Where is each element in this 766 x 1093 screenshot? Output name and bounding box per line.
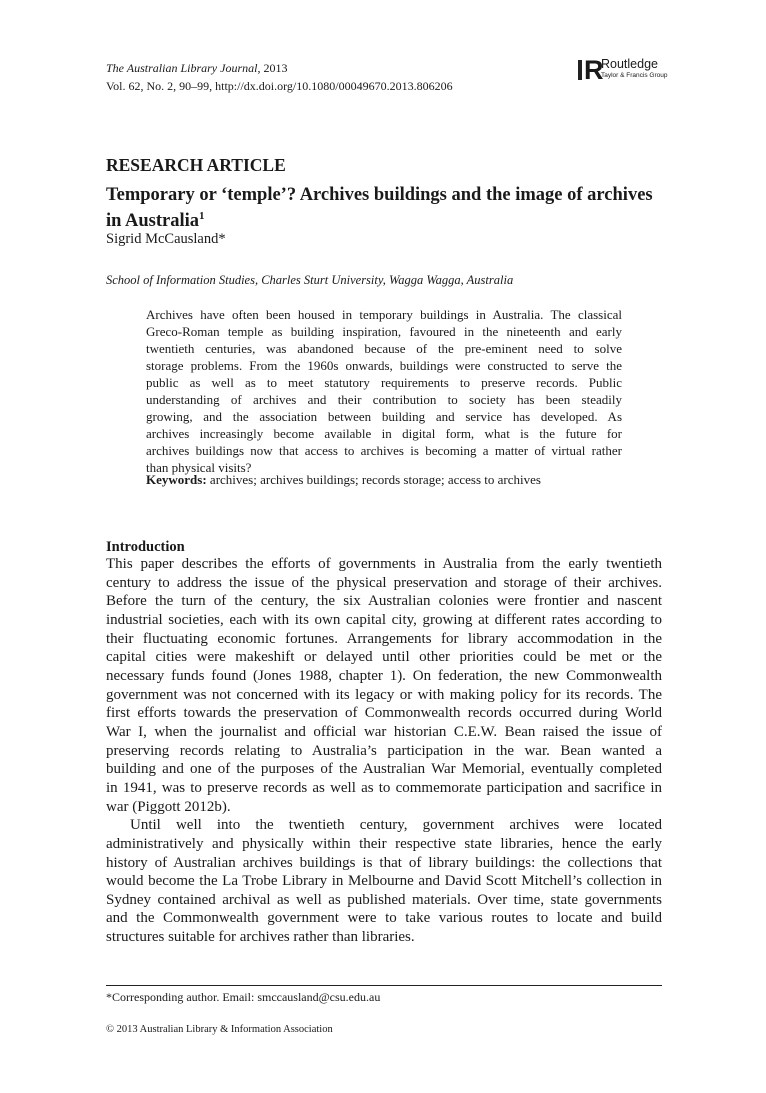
text-line: twentieth centuries, was abandoned because of the pre-eminent need to solve [146, 341, 622, 356]
logo-r-icon: R [584, 55, 604, 85]
routledge-logo [578, 57, 668, 83]
logo-side-bar [578, 60, 582, 80]
text-line: their fluctuating economic fortunes. Arrangements for library accommodation in the [106, 630, 662, 647]
title-text: Temporary or ‘temple’? Archives buildings and the image of archives in Australia [106, 185, 653, 232]
text-line: understanding of archives and their contribution to society has been steadily [146, 392, 622, 407]
text-line: War I, when the journalist and official war historian C.E.W. Bean raised the issue of [106, 723, 662, 740]
text-line: archives increasingly become available in digital form, what is the future for [146, 426, 622, 441]
text-line: This paper describes the efforts of governments in Australia from the early twentieth [106, 556, 662, 572]
text-line: public as well as to meet statutory requirements to preserve records. Public [146, 375, 622, 390]
author: Sigrid McCausland* [106, 231, 226, 247]
text-line: war (Piggott 2012b). [106, 798, 231, 815]
copyright: © 2013 Australian Library & Information Association [106, 1024, 333, 1035]
text-line: century to address the issue of the physical preservation and storage of their archives. [106, 574, 662, 591]
logo-name: Routledge [601, 57, 658, 71]
text-line: Greco-Roman temple as building inspiration, favoured in the nineteenth and early [146, 324, 622, 339]
text-line: building and one of the purposes of the Australian War Memorial, eventually completed [106, 761, 662, 778]
text-line: and the Commonwealth government were to take various routes to locate and build [106, 910, 662, 927]
text-line: Before the turn of the century, the six Australian colonies were frontier and nascent [106, 593, 662, 610]
section-heading-introduction: Introduction [106, 539, 185, 555]
citation: Vol. 62, No. 2, 90–99, http://dx.doi.org/10.1080/00049670.2013.806206 [106, 79, 453, 93]
article-title [106, 185, 666, 232]
keywords [146, 472, 541, 488]
text-line: history of Australian archives buildings is that of library buildings: the collections that [106, 854, 662, 871]
text-line: structures suitable for archives rather than libraries. [106, 929, 415, 946]
text-line: industrial societies, each with its own capital city, growing at different rates according to [106, 611, 662, 628]
journal-year: , 2013 [257, 61, 288, 75]
text-line: necessary funds found (Jones 1988, chapter 1). On federation, the new Commonwealth [106, 667, 662, 684]
text-line: government was not concerned with its legacy or with making policy for its records. The [106, 686, 662, 703]
title-footnote-marker[interactable]: 1 [199, 210, 205, 222]
abstract [146, 306, 622, 476]
text-line: growing, and the association between building and service has developed. As [146, 409, 622, 424]
text-line: would become the La Trobe Library in Melbourne and David Scott Mitchell’s collection in [106, 873, 662, 890]
text-line: first efforts towards the preservation of Commonwealth records occurred during World [106, 705, 662, 722]
journal-line [106, 61, 287, 75]
text-line: capital cities were makeshift or delayed until other priorities could be met or the [106, 649, 662, 666]
affiliation: School of Information Studies, Charles Sturt University, Wagga Wagga, Australia [106, 273, 514, 287]
footnote-divider [106, 985, 662, 986]
text-line: in 1941, was to preserve records as well as to commemorate participation and sacrifice in [106, 779, 662, 796]
text-line: Until well into the twentieth century, government archives were located [130, 817, 662, 834]
text-line: Sydney contained archival as well as published materials. Over time, state governments [106, 891, 662, 908]
logo-subtitle: Taylor & Francis Group [601, 72, 668, 79]
introduction-body [106, 555, 662, 947]
corresponding-author-footnote: *Corresponding author. Email: smccausland@csu.edu.au [106, 990, 381, 1004]
keywords-label: Keywords: [146, 472, 207, 487]
journal-name: The Australian Library Journal [106, 61, 258, 75]
text-line: administratively and physically within their respective state libraries, hence the early [106, 835, 662, 852]
text-line: Archives have often been housed in temporary buildings in Australia. The classical [146, 307, 622, 322]
text-line: archives buildings now that access to archives is becoming a matter of virtual rather [146, 443, 622, 458]
keywords-list: archives; archives buildings; records storage; access to archives [206, 472, 541, 487]
article-type: RESEARCH ARTICLE [106, 155, 286, 175]
text-line: storage problems. From the 1960s onwards, buildings were constructed to serve the [146, 358, 622, 373]
text-line: preserving records relating to Australia’s participation in the war. Bean wanted a [106, 742, 662, 759]
text-line: than physical visits? [146, 460, 252, 475]
